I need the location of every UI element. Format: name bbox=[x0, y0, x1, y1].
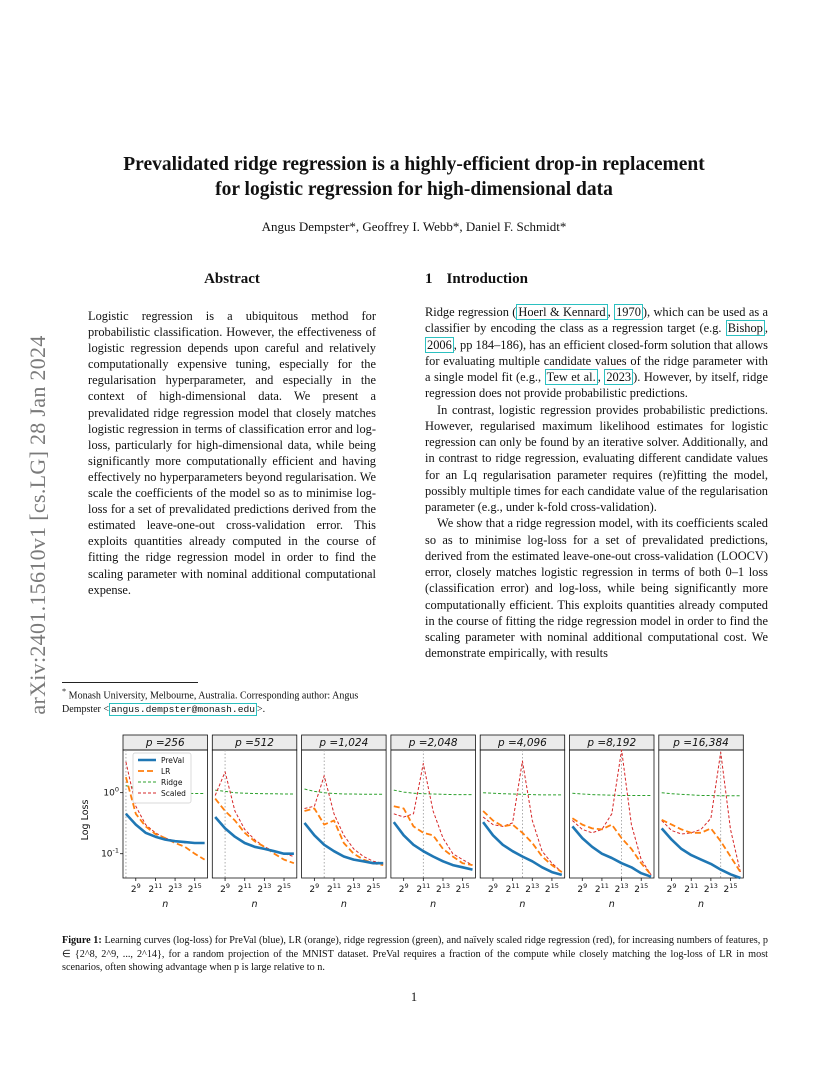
x-axis-label: n bbox=[608, 899, 615, 910]
x-axis-label: n bbox=[430, 899, 437, 910]
series-line-ridge bbox=[394, 790, 473, 795]
x-axis-label: n bbox=[698, 899, 705, 910]
footnote-text: Monash University, Melbourne, Australia. Corresponding author: Angus Dempster < bbox=[62, 690, 359, 716]
introduction-heading bbox=[425, 271, 528, 288]
x-tick-label: $2^{13}$ bbox=[257, 882, 272, 895]
citation-link-tew[interactable]: Tew et al. bbox=[546, 370, 596, 384]
series-line-lr bbox=[662, 820, 741, 872]
text-run: ), which can be used as a classifier by encoding the class as a regression target (e.g. bbox=[425, 305, 769, 336]
chart-panel bbox=[480, 735, 565, 910]
x-tick-label: $2^{15}$ bbox=[634, 882, 649, 895]
intro-paragraph-1 bbox=[425, 304, 768, 402]
text-run: , bbox=[764, 321, 768, 336]
introduction-body bbox=[425, 304, 768, 662]
panel-title: p =1,024 bbox=[319, 737, 369, 749]
intro-paragraph-2: In contrast, logistic regression provides probabilistic predictions. However, regularised maximum likelihood estimates for logistic regression can only be found by an iterative solver. Additionally, and in contrast to ridge regression, evaluating different candidate values for an Lq regularisation parameter requires (re)fitting the model, possibly multiple times for each candidate value of the regularisation parameter (e.g., under k-fold cross-validation). bbox=[425, 402, 768, 514]
title-line-1: Prevalidated ridge regression is a highly-efficient drop-in replacement bbox=[123, 154, 705, 175]
x-tick-label: $2^9$ bbox=[220, 882, 231, 895]
abstract-heading: Abstract bbox=[204, 271, 260, 287]
series-line-scaled bbox=[215, 772, 294, 857]
footnote-mark: * bbox=[62, 687, 67, 696]
series-line-ridge bbox=[662, 793, 741, 796]
chart-panel bbox=[302, 735, 387, 910]
x-tick-label: $2^{11}$ bbox=[505, 882, 520, 895]
series-line-ridge bbox=[305, 789, 384, 794]
panel-title: p =512 bbox=[235, 737, 274, 749]
legend-label: PreVal bbox=[161, 756, 185, 765]
author-list: Angus Dempster*, Geoffrey I. Webb*, Daniel F. Schmidt* bbox=[261, 219, 567, 234]
citation-year-link-2006[interactable]: 2006 bbox=[427, 337, 452, 352]
chart-panel bbox=[570, 735, 655, 910]
x-tick-label: $2^{15}$ bbox=[723, 882, 738, 895]
x-tick-label: $2^{15}$ bbox=[277, 882, 292, 895]
figure-caption bbox=[62, 934, 768, 975]
footnote bbox=[62, 685, 376, 717]
y-axis-label: Log Loss bbox=[80, 799, 91, 841]
series-line-scaled bbox=[572, 750, 651, 875]
text-run: ). However, by itself, ridge regression does not provide probabilistic predictions. bbox=[425, 370, 769, 401]
x-tick-label: $2^{13}$ bbox=[346, 882, 361, 895]
legend-label: Scaled bbox=[161, 789, 186, 798]
series-line-scaled bbox=[394, 764, 473, 866]
chart-legend bbox=[133, 753, 191, 803]
panel-title: p =2,048 bbox=[408, 737, 458, 749]
panel-title: p =16,384 bbox=[673, 737, 729, 749]
x-tick-label: $2^{11}$ bbox=[594, 882, 609, 895]
citation-year-link-2023[interactable]: 2023 bbox=[606, 370, 632, 384]
panel-frame bbox=[391, 750, 476, 878]
page-number: 1 bbox=[410, 990, 418, 1004]
learning-curves-chart bbox=[70, 730, 758, 915]
section-number: 1 bbox=[425, 271, 433, 287]
chart-panel bbox=[659, 735, 744, 910]
x-tick-label: $2^{11}$ bbox=[327, 882, 342, 895]
text-run: , bbox=[607, 305, 615, 319]
legend-label: Ridge bbox=[161, 778, 183, 787]
y-tick-label: $10^0$ bbox=[103, 785, 119, 799]
caption-label: Figure 1: bbox=[62, 935, 102, 946]
x-axis-label: n bbox=[251, 899, 258, 910]
x-tick-label: $2^{13}$ bbox=[435, 882, 450, 895]
chart-panel bbox=[101, 735, 207, 910]
x-axis-label: n bbox=[519, 899, 526, 910]
arxiv-id-text: arXiv:2401.15610v1 [cs.LG] 28 Jan 2024 bbox=[25, 335, 50, 715]
series-line-scaled bbox=[305, 776, 384, 864]
x-tick-label: $2^{11}$ bbox=[684, 882, 699, 895]
x-tick-label: $2^{15}$ bbox=[366, 882, 381, 895]
x-tick-label: $2^{13}$ bbox=[614, 882, 629, 895]
panel-title: p =256 bbox=[145, 737, 185, 749]
series-line-ridge bbox=[215, 790, 294, 794]
series-line-ridge bbox=[572, 793, 651, 795]
intro-paragraph-3: We show that a ridge regression model, with its coefficients scaled so as to minimise log-loss for a set of prevalidated predictions, derived from the estimated leave-one-out cross-validation (LOOCV) error, closely matches logistic regression in terms of both 0–1 loss (classification error) and log-loss, while being significantly more computationally efficient. This exploits quantities already computed in the course of fitting the ridge regression model in order to find the scaling parameter with nominal additional computational cost. We demonstrate empirically, with results bbox=[425, 516, 768, 661]
x-tick-label: $2^{11}$ bbox=[416, 882, 431, 895]
x-tick-label: $2^{15}$ bbox=[544, 882, 559, 895]
x-tick-label: $2^9$ bbox=[488, 882, 498, 895]
citation-link-bishop[interactable]: Bishop bbox=[727, 321, 763, 336]
arxiv-identifier bbox=[16, 290, 60, 760]
x-tick-label: $2^{11}$ bbox=[148, 882, 163, 895]
x-tick-label: $2^{11}$ bbox=[237, 882, 252, 895]
series-line-preval bbox=[126, 814, 205, 843]
x-tick-label: $2^{13}$ bbox=[525, 882, 540, 895]
panel-title: p =8,192 bbox=[587, 737, 637, 749]
text-run: Ridge regression ( bbox=[425, 305, 517, 319]
citation-link-hoerl[interactable] bbox=[516, 304, 607, 320]
x-tick-label: $2^9$ bbox=[130, 882, 141, 895]
y-tick-label: $10^{-1}$ bbox=[101, 846, 119, 860]
footnote-text-end: >. bbox=[256, 704, 266, 716]
x-tick-label: $2^9$ bbox=[398, 882, 409, 895]
x-axis-label: n bbox=[340, 899, 347, 910]
text-run: , bbox=[597, 370, 605, 384]
footnote-rule bbox=[62, 682, 198, 683]
x-tick-label: $2^{15}$ bbox=[455, 882, 470, 895]
x-tick-label: $2^9$ bbox=[577, 882, 588, 895]
x-axis-label: n bbox=[162, 899, 169, 910]
x-tick-label: $2^9$ bbox=[309, 882, 320, 895]
panel-frame bbox=[302, 750, 387, 878]
paper-title bbox=[60, 152, 768, 202]
legend-label: LR bbox=[161, 767, 171, 776]
series-line-preval bbox=[215, 817, 294, 854]
chart-panel bbox=[391, 735, 476, 910]
citation-text: Hoerl & Kennard bbox=[518, 305, 606, 319]
series-line-lr bbox=[572, 818, 651, 875]
email-link[interactable]: angus.dempster@monash.edu bbox=[111, 704, 255, 716]
x-tick-label: $2^{13}$ bbox=[703, 882, 718, 895]
x-tick-label: $2^9$ bbox=[666, 882, 677, 895]
caption-text: Learning curves (log-loss) for PreVal (blue), LR (orange), ridge regression (green), and naïvely scaled ridge regression (red), for increasing numbers of features, p ∈ {2^8, 2^9, ..., 2^14}, for a random projection of the MNIST dataset. PreVal requires a fraction of the compute while closely matching the log-loss of LR in most scenarios, often showing advantage when p is large relative to n. bbox=[62, 935, 768, 974]
section-title: Introduction bbox=[446, 271, 528, 287]
abstract-text: Logistic regression is a ubiquitous method for probabilistic classification. However, the effectiveness of logistic regression depends upon careful and relatively computationally expensive tuning, especially for the regularisation hyperparameter, and especially in the context of high-dimensional data. We present a prevalidated ridge regression model that closely matches logistic regression in terms of classification error and log-loss, particularly for high-dimensional data, while being significantly more computationally efficient and having effectively no hyperparameters beyond regularisation. We scale the coefficients of the model so as to minimise log-loss for a set of prevalidated predictions derived from the estimated leave-one-out cross-validation error. This exploits quantities already computed in the course of fitting the ridge regression model in order to find the scaling parameter with nominal additional computational expense. bbox=[88, 309, 376, 597]
panel-title: p =4,096 bbox=[498, 737, 547, 749]
title-line-2: for logistic regression for high-dimensional data bbox=[215, 179, 613, 200]
text-run: , pp 184–186), has an efficient closed-form solution that allows for evaluating multiple candidate values of the ridge parameter with a single model fit (e.g., bbox=[425, 337, 768, 384]
citation-year-link-1970[interactable]: 1970 bbox=[616, 305, 641, 319]
chart-panel bbox=[212, 735, 296, 910]
figure-1 bbox=[70, 730, 758, 915]
x-tick-label: $2^{15}$ bbox=[187, 882, 202, 895]
x-tick-label: $2^{13}$ bbox=[168, 882, 183, 895]
